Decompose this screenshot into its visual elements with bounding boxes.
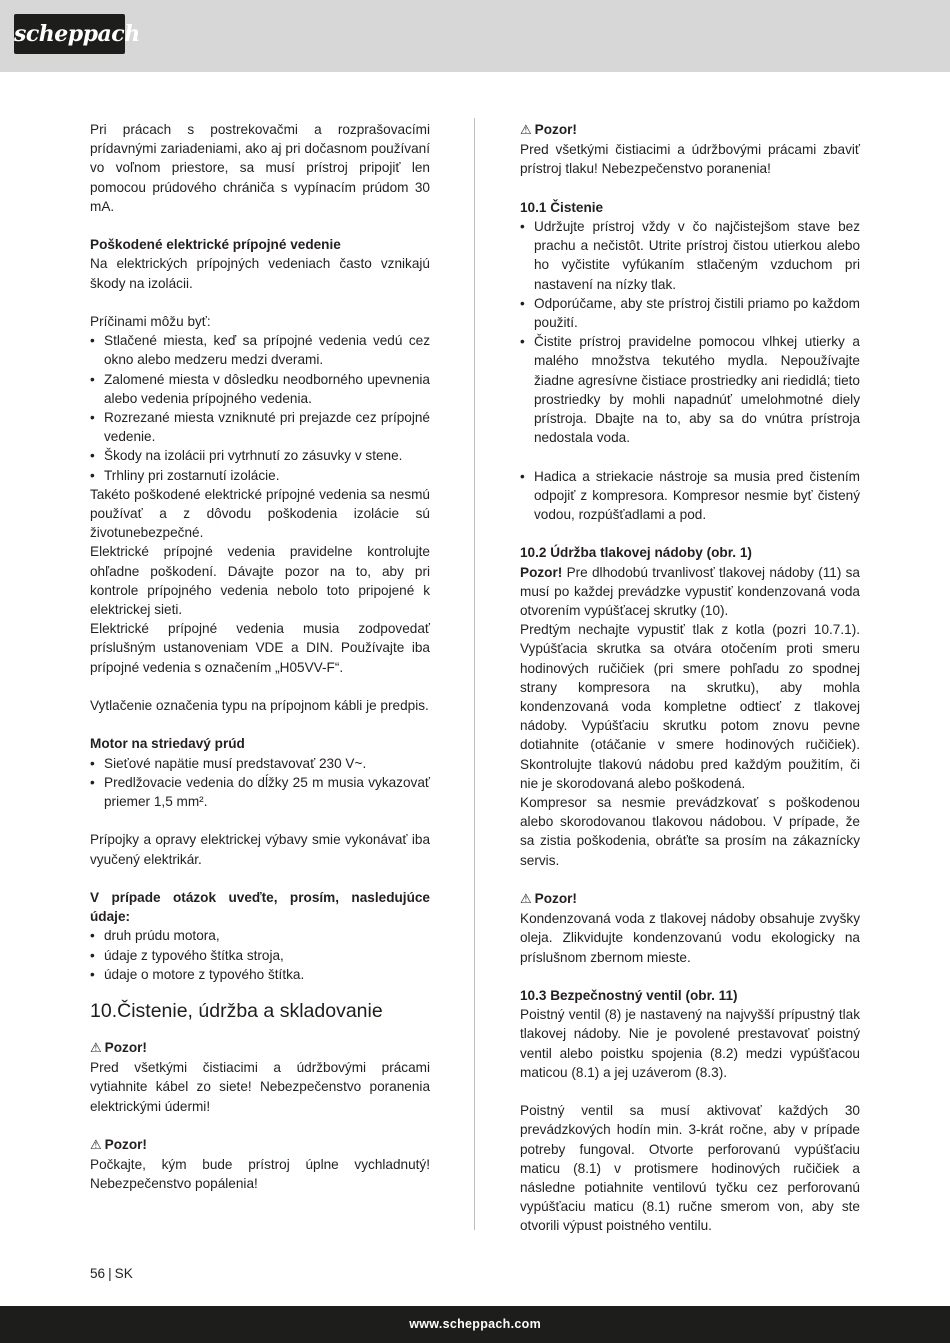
damaged-cable-heading: Poškodené elektrické prípojné vedenie [90, 237, 341, 253]
safety-valve-text: Poistný ventil (8) je nastavený na najvyšší prípustný tlak tlakovej nádoby. Nie je povolené prestavovať poistný ventil alebo poistku spojenia (8.2) medzi vypúšťacou maticou (8.1) a jej uzáverom (8.3). [520, 1007, 860, 1080]
cleaning-list [520, 217, 860, 447]
list-item: • údaje o motore z typového štítka. [90, 965, 430, 984]
section-title [90, 998, 430, 1024]
warning-triangle-icon: ⚠ [90, 1041, 102, 1057]
warning-text: Pred všetkými čistiacimi a údržbovými prácami zbaviť prístroj tlaku! Nebezpečenstvo poranenia! [520, 142, 860, 177]
tank-damage-paragraph: Kompresor sa nesmie prevádzkovať s poškodenou alebo skorodovanou tlakovou nádobou. V prípade, že sa zistia poškodenia, obráťte sa prosím na zákaznícky servis. [520, 795, 860, 868]
warning-heading: ⚠ Pozor! [520, 122, 577, 138]
scheppach-logo: scheppach [14, 14, 125, 54]
list-item: • Hadica a striekacie nástroje sa musia pred čistením odpojiť z kompresora. Kompresor nesmie byť čistený vodou, rozpúšťadlami a pod. [520, 467, 860, 525]
electrician-paragraph: Prípojky a opravy elektrickej výbavy smie vykonávať iba vyučený elektrikár. [90, 832, 430, 867]
warning-triangle-icon: ⚠ [520, 892, 532, 908]
marking-paragraph: Vytlačenie označenia typu na prípojnom kábli je predpis. [90, 698, 429, 714]
header-bar [0, 0, 950, 72]
section-number: 10. [90, 1000, 118, 1023]
warning-text: Počkajte, kým bude prístroj úplne vychladnutý! Nebezpečenstvo popálenia! [90, 1157, 430, 1192]
tank-maintenance-procedure: Predtým nechajte vypustiť tlak z kotla (pozri 10.7.1). Vypúšťacia skrutka sa otvára otočením proti smeru hodinových ručičiek (pri smere pohľadu zo spodnej strany kompresora na skrutku), aby mohla kondenzovaná voda kompletne odtiecť z tlakovej nádoby. Vypúšťaciu skrutku potom znovu pevne dotiahnite (otáčanie v smere hodinových ručičiek). Skontrolujte tlakovú nádobu pred každým použitím, či nie je skorodovaná alebo poškodená. [520, 622, 860, 791]
list-item: • druh prúdu motora, [90, 926, 430, 945]
list-item: • Udržujte prístroj vždy v čo najčistejšom stave bez prachu a nečistôt. Utrite prístroj čistou utierkou alebo ho vyčistite vyfúkaním stlačeným vzduchom pri nastavení na nízky tlak. [520, 217, 860, 294]
warning-triangle-icon: ⚠ [520, 123, 532, 138]
list-item: • údaje z typového štítka stroja, [90, 946, 430, 965]
footer-bar [0, 1306, 950, 1343]
motor-heading: Motor na striedavý prúd [90, 736, 245, 752]
list-item: • Predlžovacie vedenia do dĺžky 25 m musia vykazovať priemer 1,5 mm². [90, 773, 430, 811]
list-item: • Trhliny pri zostarnutí izolácie. [90, 466, 430, 485]
tank-warning-lead: Pozor! [520, 564, 563, 580]
section-title-text: Čistenie, údržba a skladovanie [117, 1000, 383, 1023]
warning-heading: ⚠ Pozor! [90, 1137, 147, 1154]
inspection-paragraph: Elektrické prípojné vedenia pravidelne kontrolujte ohľadne poškodení. Dávajte pozor na to, aby pri kontrole prípojného vedenia nebolo toto pripojené k elektrickej sieti. [90, 544, 430, 618]
warning-heading: ⚠ Pozor! [90, 1040, 147, 1057]
warning-triangle-icon: ⚠ [90, 1138, 102, 1154]
list-item: • Zalomené miesta v dôsledku neodborného upevnenia alebo vedenia prípojného vedenia. [90, 370, 430, 408]
questions-heading: V prípade otázok uveďte, prosím, nasledujúce údaje: [90, 890, 430, 925]
warning-text: Kondenzovaná voda z tlakovej nádoby obsahuje zvyšky oleja. Zlikvidujte kondenzovanú vodu ekologicky na príslušnom zbernom mieste. [520, 911, 860, 965]
cleaning-list-hose [520, 467, 860, 525]
left-column [90, 120, 430, 1194]
list-item: • Čistite prístroj pravidelne pomocou vlhkej utierky a malého množstva tekutého mydla. Nepoužívajte žiadne agresívne čistiace prostriedky ani riedidlá; tieto prostriedky by mohli napadnúť umelohmotné diely prístroja. Dbajte na to, aby sa do vnútra prístroja nedostala voda. [520, 332, 860, 447]
list-item: • Stlačené miesta, keď sa prípojné vedenia vedú cez okno alebo medzeru medzi dverami. [90, 331, 430, 369]
list-item: • Rozrezané miesta vzniknuté pri prejazde cez prípojné vedenie. [90, 408, 430, 446]
safety-valve-activation: Poistný ventil sa musí aktivovať každých 30 prevádzkových hodín min. 3-krát ročne, aby v prípade potreby fungoval. Otvorte perforovanú vypúšťaciu maticu (8.1) v protismere hodinových ručičiek a následne potiahnite ventilovú tyčku cez perforovanú vypúšťaciu maticu (8.1) ručne smerom von, aby ste otvorili výpust poistného ventilu. [520, 1103, 860, 1234]
questions-list [90, 926, 430, 984]
damaged-cable-warning: Takéto poškodené elektrické prípojné vedenia sa nesmú používať a z dôvodu poškodenia izolácie sú životunebezpečné. [90, 486, 430, 541]
list-item: • Sieťové napätie musí predstavovať 230 V~. [90, 754, 430, 773]
website-link[interactable]: www.scheppach.com [409, 1317, 541, 1331]
warning-text: Pred všetkými čistiacimi a údržbovými prácami vytiahnite kábel zo siete! Nebezpečenstvo poranenia elektrickými údermi! [90, 1060, 430, 1114]
damaged-cable-text: Na elektrických prípojných vedeniach často vznikajú škody na izolácii. [90, 256, 430, 291]
standards-paragraph: Elektrické prípojné vedenia musia zodpovedať príslušným ustanoveniam VDE a DIN. Používajte iba prípojné vedenia s označením „H05VV-F“. [90, 621, 430, 675]
intro-paragraph: Pri prácach s postrekovačmi a rozprašovacími prídavnými zariadeniami, ako aj pri dočasnom používaní vo voľnom priestore, sa musí prístroj pripojiť len pomocou prúdového chrániča s vypínacím prúdom 30 mA. [90, 122, 430, 214]
causes-list [90, 331, 430, 485]
list-item: • Odporúčame, aby ste prístroj čistili priamo po každom použití. [520, 294, 860, 332]
right-column [520, 120, 860, 1236]
tank-maintenance-text: Pozor! Pre dlhodobú trvanlivosť tlakovej nádoby (11) sa musí po každej prevádzke vypustiť kondenzovaná voda otvorením vypúšťacej skrutky (10). [520, 564, 860, 619]
warning-heading: ⚠ Pozor! [520, 891, 577, 908]
page-number: 56 | SK [90, 1266, 133, 1281]
tank-maintenance-heading: 10.2 Údržba tlakovej nádoby (obr. 1) [520, 545, 752, 561]
causes-intro: Príčinami môžu byť: [90, 314, 211, 329]
motor-list [90, 754, 430, 812]
cleaning-heading: 10.1 Čistenie [520, 199, 604, 215]
column-divider [474, 118, 475, 1230]
safety-valve-heading: 10.3 Bezpečnostný ventil (obr. 11) [520, 988, 738, 1004]
list-item: • Škody na izolácii pri vytrhnutí zo zásuvky v stene. [90, 446, 430, 465]
